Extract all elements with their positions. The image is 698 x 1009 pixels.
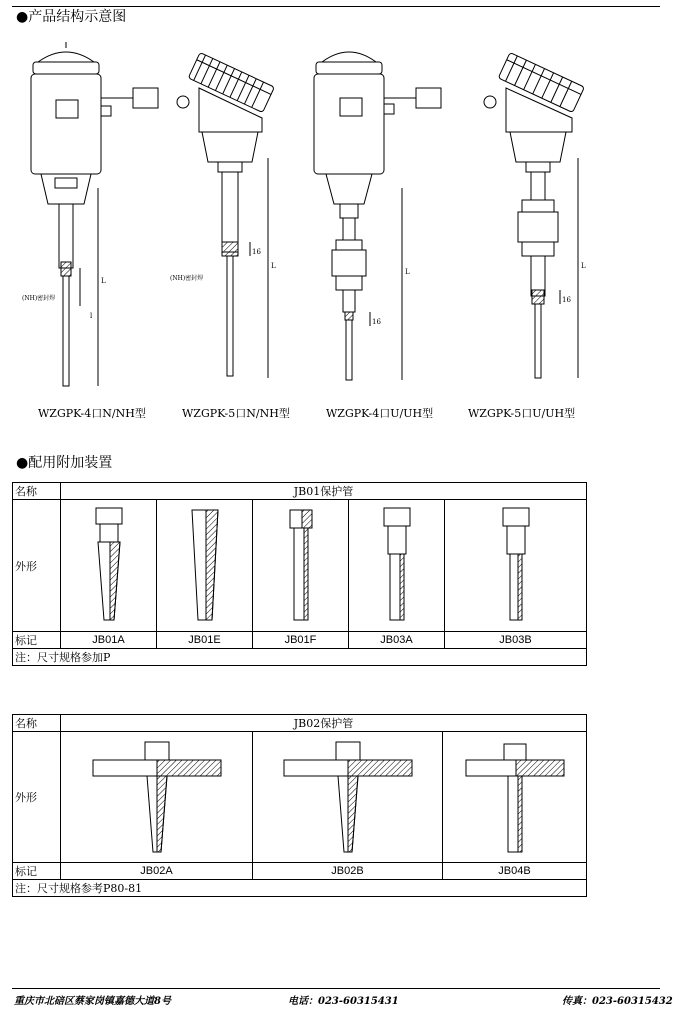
jb03b-image bbox=[445, 500, 587, 632]
dim-16-2: 16 bbox=[252, 248, 261, 256]
dim-L-2: L bbox=[271, 262, 276, 270]
product-3-drawing bbox=[314, 52, 441, 380]
table1-name-label: 名称 bbox=[13, 483, 61, 500]
table2-title: JB02保护管 bbox=[61, 715, 587, 732]
jb03a-drawing bbox=[372, 504, 422, 624]
table2-shape-label: 外形 bbox=[13, 732, 61, 863]
dim-16-3: 16 bbox=[372, 318, 381, 326]
table2-code-jb02b: JB02B bbox=[253, 863, 443, 880]
table-jb01 bbox=[12, 482, 587, 666]
jb02b-image bbox=[253, 732, 443, 863]
section-title-accessories: ●配用附加装置 bbox=[16, 455, 113, 471]
product-3-caption: WZGPK-4口U/UH型 bbox=[326, 407, 434, 420]
footer-rule bbox=[12, 988, 660, 989]
jb01a-image bbox=[61, 500, 157, 632]
table1-code-jb03b: JB03B bbox=[445, 632, 587, 649]
table-jb02 bbox=[12, 714, 587, 897]
dim-L-4: L bbox=[581, 262, 586, 270]
jb01f-drawing bbox=[276, 504, 326, 624]
product-1-drawing bbox=[31, 42, 158, 386]
footer-address: 重庆市北碚区蔡家岗镇嘉德大道8号 bbox=[14, 996, 171, 1007]
jb02a-image bbox=[61, 732, 253, 863]
table1-title: JB01保护管 bbox=[61, 483, 587, 500]
dim-L-1: L bbox=[101, 277, 106, 285]
table1-code-jb01e: JB01E bbox=[157, 632, 253, 649]
jb02b-drawing bbox=[278, 736, 418, 856]
table1-shape-label: 外形 bbox=[13, 500, 61, 632]
weld-label-2: (NH)密封焊 bbox=[170, 275, 204, 282]
product-2-caption: WZGPK-5口N/NH型 bbox=[182, 407, 290, 420]
jb03b-drawing bbox=[491, 504, 541, 624]
table2-mark-label: 标记 bbox=[13, 863, 61, 880]
footer-fax: 传真：023-60315432 bbox=[562, 996, 673, 1007]
table2-code-jb02a: JB02A bbox=[61, 863, 253, 880]
table2-note: 注：尺寸规格参考P80-81 bbox=[13, 880, 587, 897]
product-drawings bbox=[0, 28, 698, 398]
table1-code-jb01a: JB01A bbox=[61, 632, 157, 649]
jb04b-image bbox=[443, 732, 587, 863]
table1-mark-label: 标记 bbox=[13, 632, 61, 649]
dim-L-3: L bbox=[405, 268, 410, 276]
jb01e-image bbox=[157, 500, 253, 632]
jb01a-drawing bbox=[84, 504, 134, 624]
product-1-caption: WZGPK-4口N/NH型 bbox=[38, 407, 146, 420]
jb01f-image bbox=[253, 500, 349, 632]
table1-note: 注：尺寸规格参加P bbox=[13, 649, 587, 666]
product-2-drawing bbox=[177, 53, 276, 378]
jb01e-drawing bbox=[180, 504, 230, 624]
product-4-drawing bbox=[484, 53, 586, 378]
jb04b-drawing bbox=[460, 736, 570, 856]
weld-label-1: (NH)密封焊 bbox=[22, 295, 56, 302]
footer-phone: 电话：023-60315431 bbox=[288, 996, 399, 1007]
table2-name-label: 名称 bbox=[13, 715, 61, 732]
jb03a-image bbox=[349, 500, 445, 632]
dim-16-4: 16 bbox=[562, 296, 571, 304]
section-title-structure: ●产品结构示意图 bbox=[16, 9, 127, 25]
table1-code-jb01f: JB01F bbox=[253, 632, 349, 649]
product-4-caption: WZGPK-5口U/UH型 bbox=[468, 407, 576, 420]
table2-code-jb04b: JB04B bbox=[443, 863, 587, 880]
table1-code-jb03a: JB03A bbox=[349, 632, 445, 649]
dim-l-1: l bbox=[90, 312, 93, 320]
jb02a-drawing bbox=[87, 736, 227, 856]
